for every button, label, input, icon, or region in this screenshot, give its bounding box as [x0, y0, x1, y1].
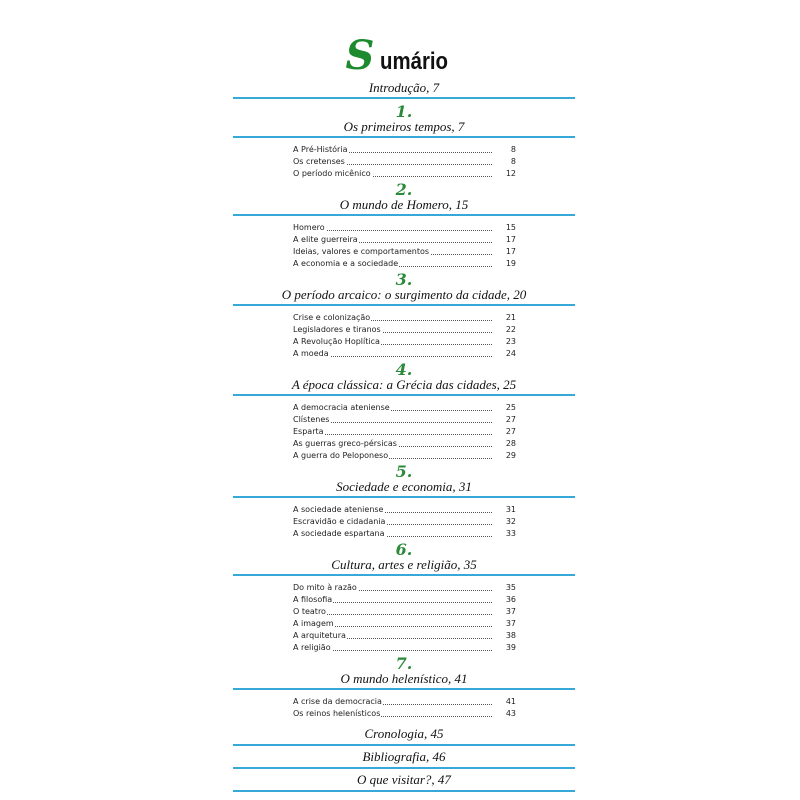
toc-entry — [293, 324, 516, 336]
toc-entry — [293, 144, 516, 156]
chapter-number: 5. — [395, 462, 413, 481]
chapter-heading: A época clássica: a Grécia das cidades, 25 — [291, 377, 517, 392]
entry-page-number: 24 — [492, 348, 516, 360]
entry-page-number: 17 — [492, 234, 516, 246]
entry-title: O período micênico — [293, 169, 371, 178]
entry-page-number: 29 — [492, 450, 516, 462]
entry-title: A Pré-História — [293, 145, 348, 154]
entry-title: As guerras greco-pérsicas — [293, 439, 397, 448]
toc-entry — [293, 696, 516, 708]
toc-entry — [293, 438, 516, 450]
section-divider — [233, 97, 575, 99]
entry-title: Crise e colonização — [293, 313, 371, 322]
entry-title: Legisladores e tiranos — [293, 325, 381, 334]
entry-page-number: 8 — [492, 156, 516, 168]
toc-entry — [293, 516, 516, 528]
section-divider — [233, 394, 575, 396]
entry-page-number: 15 — [492, 222, 516, 234]
toc-entry — [293, 618, 516, 630]
entry-title: A imagem — [293, 619, 334, 628]
toc-entry — [293, 426, 516, 438]
toc-entry — [293, 642, 516, 654]
entry-title: O teatro — [293, 607, 326, 616]
entry-page-number: 21 — [492, 312, 516, 324]
toc-entry — [293, 168, 516, 180]
entry-page-number: 36 — [492, 594, 516, 606]
section-divider — [233, 574, 575, 576]
entry-title: A democracia ateniense — [293, 403, 390, 412]
entry-title: Clístenes — [293, 415, 330, 424]
section-divider — [233, 304, 575, 306]
entry-page-number: 27 — [492, 414, 516, 426]
end-section-heading: Bibliografia, 46 — [362, 749, 446, 764]
toc-entry — [293, 156, 516, 168]
entry-page-number: 41 — [492, 696, 516, 708]
toc-entry — [293, 414, 516, 426]
toc-entry — [293, 582, 516, 594]
toc-entry — [293, 222, 516, 234]
title-rest: umário — [380, 48, 449, 75]
entry-title: A moeda — [293, 349, 329, 358]
entry-page-number: 33 — [492, 528, 516, 540]
chapter-number: 6. — [395, 540, 413, 559]
entry-title: A sociedade espartana — [293, 529, 385, 538]
entry-page-number: 19 — [492, 258, 516, 270]
entry-title: A elite guerreira — [293, 235, 358, 244]
toc-entry — [293, 336, 516, 348]
entry-title: A filosofia — [293, 595, 333, 604]
entry-title: Os reinos helenísticos — [293, 709, 381, 718]
toc-entry — [293, 312, 516, 324]
entry-page-number: 39 — [492, 642, 516, 654]
section-divider — [233, 767, 575, 769]
toc-entry — [293, 234, 516, 246]
toc-entry — [293, 504, 516, 516]
entry-title: Esparta — [293, 427, 324, 436]
entry-title: Homero — [293, 223, 325, 232]
entry-page-number: 22 — [492, 324, 516, 336]
chapter-heading: O mundo de Homero, 15 — [339, 197, 469, 212]
entry-page-number: 27 — [492, 426, 516, 438]
entry-page-number: 8 — [492, 144, 516, 156]
entry-title: A arquitetura — [293, 631, 346, 640]
toc-entry — [293, 348, 516, 360]
section-divider — [233, 214, 575, 216]
end-section-heading: Cronologia, 45 — [364, 726, 444, 741]
entry-page-number: 25 — [492, 402, 516, 414]
title-initial: S — [345, 32, 375, 79]
entry-page-number: 32 — [492, 516, 516, 528]
chapter-number: 4. — [395, 360, 413, 379]
entry-page-number: 35 — [492, 582, 516, 594]
chapter-heading: O mundo helenístico, 41 — [340, 671, 468, 686]
entry-page-number: 43 — [492, 708, 516, 720]
entry-title: A Revolução Hoplítica — [293, 337, 380, 346]
entry-title: A sociedade ateniense — [293, 505, 384, 514]
entry-page-number: 38 — [492, 630, 516, 642]
entry-title: Ideias, valores e comportamentos — [293, 247, 430, 256]
toc-entry — [293, 708, 516, 720]
toc-entry — [293, 450, 516, 462]
toc-entry — [293, 528, 516, 540]
end-section-heading: O que visitar?, 47 — [357, 772, 451, 787]
entry-title: A guerra do Peloponeso — [293, 451, 389, 460]
chapter-number: 2. — [395, 180, 413, 199]
entry-title: Escravidão e cidadania — [293, 517, 386, 526]
entry-title: A crise da democracia — [293, 697, 382, 706]
entry-page-number: 28 — [492, 438, 516, 450]
chapter-heading: O período arcaico: o surgimento da cidade, 20 — [281, 287, 527, 302]
entry-page-number: 17 — [492, 246, 516, 258]
chapter-heading: Os primeiros tempos, 7 — [343, 119, 465, 134]
entry-title: A religião — [293, 643, 331, 652]
entry-page-number: 37 — [492, 606, 516, 618]
intro-heading: Introdução, 7 — [368, 80, 440, 95]
toc-entry — [293, 258, 516, 270]
section-divider — [233, 744, 575, 746]
entry-title: Os cretenses — [293, 157, 345, 166]
entry-page-number: 37 — [492, 618, 516, 630]
chapter-number: 1. — [395, 102, 413, 121]
toc-entry — [293, 246, 516, 258]
chapter-number: 3. — [395, 270, 413, 289]
section-divider — [233, 496, 575, 498]
chapter-number: 7. — [395, 654, 413, 673]
section-divider — [233, 688, 575, 690]
entry-title: Do mito à razão — [293, 583, 357, 592]
chapter-heading: Cultura, artes e religião, 35 — [331, 557, 477, 572]
entry-page-number: 12 — [492, 168, 516, 180]
toc-entry — [293, 606, 516, 618]
entry-title: A economia e a sociedade — [293, 259, 399, 268]
toc-column — [233, 80, 575, 794]
toc-entry — [293, 402, 516, 414]
section-divider — [233, 790, 575, 792]
page-title — [0, 32, 800, 79]
entry-page-number: 31 — [492, 504, 516, 516]
section-divider — [233, 136, 575, 138]
entry-page-number: 23 — [492, 336, 516, 348]
toc-entry — [293, 594, 516, 606]
toc-entry — [293, 630, 516, 642]
chapter-heading: Sociedade e economia, 31 — [336, 479, 472, 494]
